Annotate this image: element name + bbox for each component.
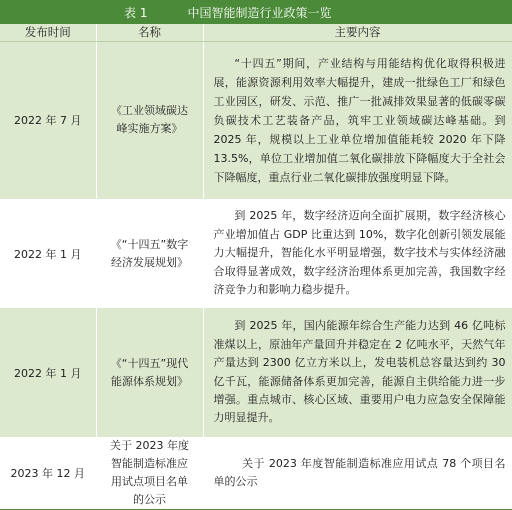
row-content-text: 关于 2023 年度智能制造标准应用试点 78 个项目名单的公示 bbox=[213, 456, 506, 488]
row-content-text: 到 2025 年，数字经济迈向全面扩展期，数字经济核心产业增加值占 GDP 比重达到 10%，数字化创新引领发展能力大幅提升，智能化水平明显增强，数字技术与实体经济融合取得显著成效，数字经济治理体系更加完善，我国数字经济竞争力和影响力稳步提升。 bbox=[213, 209, 506, 297]
row-content bbox=[203, 437, 512, 510]
table-caption bbox=[0, 0, 512, 24]
table-number: 表 1 bbox=[124, 5, 148, 20]
table-title: 中国智能制造行业政策一览 bbox=[187, 5, 332, 20]
table-row bbox=[0, 308, 512, 437]
table-row bbox=[0, 41, 512, 199]
row-name: 《工业领域碳达峰实施方案》 bbox=[96, 41, 203, 199]
table-row bbox=[0, 437, 512, 510]
row-date: 2022 年 1 月 bbox=[0, 308, 96, 437]
header-date: 发布时间 bbox=[0, 24, 96, 41]
policy-table bbox=[0, 24, 512, 510]
row-content bbox=[203, 199, 512, 308]
header-content: 主要内容 bbox=[203, 24, 512, 41]
row-content-text: 到 2025 年，国内能源年综合生产能力达到 46 亿吨标准煤以上，原油年产量回升并稳定在 2 亿吨水平，天然气年产量达到 2300 亿立方米以上，发电装机总容量达到约 30 亿千瓦，能源储备体系更加完善，能源自主供给能力进一步增强。重点城市、核心区域、重要用户电力应急安全保障能力明显提升。 bbox=[213, 319, 506, 425]
row-date: 2023 年 12 月 bbox=[0, 437, 96, 510]
row-name: 《“十四五”现代能源体系规划》 bbox=[96, 308, 203, 437]
row-content-text: “十四五”期间，产业结构与用能结构优化取得积极进展，能源资源利用效率大幅提升，建成一批绿色工厂和绿色工业园区，研发、示范、推广一批减排效果显著的低碳零碳负碳技术工艺装备产品，筑牢工业领域碳达峰基础。到 2025 年，规模以上工业单位增加值能耗较 2020 年下降 13.5%，单位工业增加值二氧化碳排放下降幅度大于全社会下降幅度，重点行业二氧化碳排放强度明显下降。 bbox=[213, 56, 506, 184]
row-date: 2022 年 7 月 bbox=[0, 41, 96, 199]
header-name: 名称 bbox=[96, 24, 203, 41]
row-name: 《“十四五”数字经济发展规划》 bbox=[96, 199, 203, 308]
row-content bbox=[203, 308, 512, 437]
row-content bbox=[203, 41, 512, 199]
table-header-row bbox=[0, 24, 512, 41]
row-date: 2022 年 1 月 bbox=[0, 199, 96, 308]
row-name: 关于 2023 年度智能制造标准应用试点项目名单的公示 bbox=[96, 437, 203, 510]
table-row bbox=[0, 199, 512, 308]
